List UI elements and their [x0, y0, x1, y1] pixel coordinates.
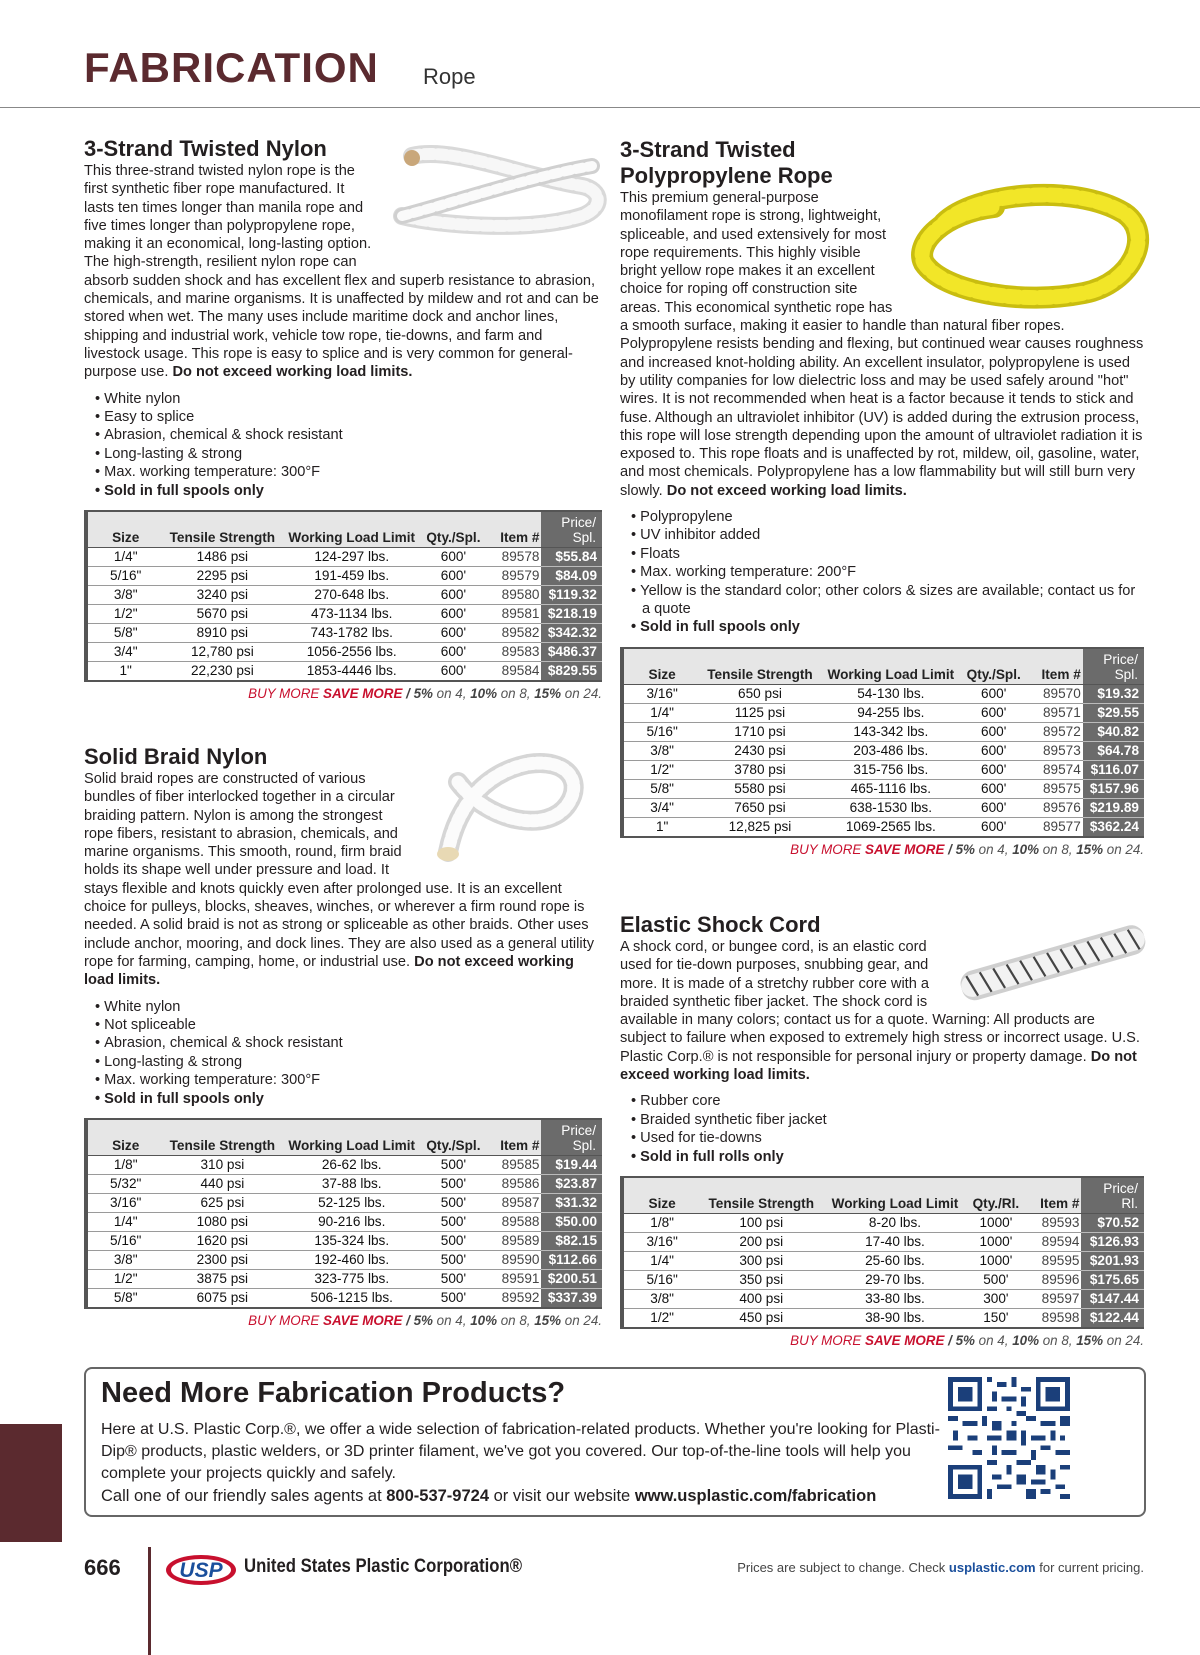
table-row [622, 1290, 1144, 1309]
product-description: A shock cord, or bungee cord, is an elastic cord used for tie-down purposes, snubbing gear, and more. It is made of a stretchy rubber core with a braided synthetic fiber jacket. The shock cord is available in many colors; contact us for a quote. Warning: All products are subject to failure when exposed to extremely high stress or incorrect usage. U.S. Plastic Corp.® is not responsible for personal injury or property damage. Do not exceed working load limits. [620, 939, 1140, 1084]
table-cell: 315-756 lbs. [820, 760, 962, 779]
price-cell: $157.96 [1083, 779, 1144, 798]
table-cell: 300 psi [700, 1252, 822, 1271]
table-row [622, 722, 1144, 741]
price-cell: $829.55 [541, 662, 602, 682]
column-header: Price/ Rl. [1081, 1177, 1144, 1214]
column-header: Tensile Strength [700, 648, 819, 685]
table-cell: 143-342 lbs. [820, 722, 962, 741]
table-cell: 600' [422, 624, 485, 643]
feature-item: • White nylon [84, 998, 602, 1016]
price-cell: $84.09 [541, 567, 602, 586]
svg-text:USP: USP [179, 1559, 223, 1582]
price-cell: $70.52 [1081, 1214, 1144, 1233]
table-cell: 500' [422, 1270, 485, 1289]
column-header: Working Load Limit [281, 511, 422, 548]
table-cell: 5580 psi [700, 779, 819, 798]
table-cell: 500' [422, 1194, 485, 1213]
polypropylene-section [620, 137, 1144, 857]
pricing-note: Prices are subject to change. Check usplastic.com for current pricing. [737, 1560, 1144, 1575]
table-cell: 270-648 lbs. [281, 586, 422, 605]
table-cell: 1/8" [86, 1156, 163, 1175]
table-row [86, 1213, 602, 1232]
feature-item: • Easy to splice [84, 408, 602, 426]
feature-item: • Sold in full spools only [84, 482, 602, 500]
buy-more-note: BUY MORE SAVE MORE / 5% on 4, 10% on 8, 15% on 24. [790, 1333, 1144, 1348]
price-cell: $200.51 [541, 1270, 602, 1289]
table-cell: 350 psi [700, 1271, 822, 1290]
table-cell: 743-1782 lbs. [281, 624, 422, 643]
table-cell: 12,825 psi [728, 818, 792, 834]
table-header-row [86, 1119, 602, 1156]
table-cell: 38-90 lbs. [865, 1310, 925, 1325]
table-cell: 600' [962, 779, 1025, 798]
table-cell: 1000' [968, 1252, 1024, 1271]
column-header: Price/ Spl. [541, 511, 602, 548]
table-cell: 450 psi [739, 1310, 784, 1325]
item-number-cell[interactable]: 89576 [1025, 798, 1082, 817]
item-number-cell[interactable]: 89580 [485, 586, 542, 605]
table-cell: 1000' [968, 1214, 1024, 1233]
phone-number[interactable]: 800-537-9724 [386, 1487, 490, 1505]
column-header: Working Load Limit [822, 1177, 967, 1214]
table-cell: 7650 psi [700, 798, 819, 817]
table-cell: 3/8" [622, 1290, 700, 1309]
table-cell: 100 psi [700, 1214, 822, 1233]
column-header: Item # [485, 511, 542, 548]
page-number: 666 [84, 1555, 121, 1580]
table-cell: 22,230 psi [191, 663, 254, 678]
feature-item: • Max. working temperature: 200°F [620, 563, 1144, 581]
table-cell: 150' [983, 1310, 1009, 1325]
table-row [86, 1232, 602, 1251]
table-row [622, 817, 1144, 837]
product-title: 3-Strand Twisted Nylon [84, 136, 327, 161]
table-cell: 5/16" [86, 567, 163, 586]
table-cell: 323-775 lbs. [281, 1270, 422, 1289]
website-link[interactable]: www.usplastic.com/fabrication [634, 1487, 877, 1505]
table-row [622, 1271, 1144, 1290]
table-cell: 1620 psi [163, 1232, 281, 1251]
usplastic-link[interactable]: usplastic.com [948, 1560, 1036, 1575]
table-cell: 2300 psi [163, 1251, 281, 1270]
item-number-cell[interactable]: 89586 [485, 1175, 542, 1194]
table-cell: 3/8" [622, 741, 700, 760]
table-row [622, 684, 1144, 703]
feature-item: • Abrasion, chemical & shock resistant [84, 426, 602, 444]
table-row [86, 624, 602, 643]
table-cell: 2295 psi [163, 567, 281, 586]
table-cell: 5670 psi [163, 605, 281, 624]
price-cell: $119.32 [541, 586, 602, 605]
price-cell: $122.44 [1081, 1309, 1144, 1329]
table-cell: 3780 psi [700, 760, 819, 779]
feature-list [84, 390, 602, 500]
item-number-cell[interactable]: 89598 [1041, 1310, 1080, 1325]
table-cell: 506-1215 lbs. [310, 1290, 393, 1305]
price-cell: $337.39 [541, 1289, 602, 1309]
column-header: Qty./Spl. [422, 1119, 485, 1156]
product-description: This premium general-purpose monofilament rope is strong, lightweight, spliceable, and used extensively for most rope requirements. This highly visible bright yellow rope makes it an excellent choice for roping off construction site areas. This economical synthetic rope has a smooth surface, making it easier to handle than natural fiber ropes. Polypropylene resists bending and flexing, but continued wear causes roughness and increased knot-holding ability. An excellent insulator, polypropylene is used by utility companies for low dielectric loss and may be used safely around "hot" wires. It is not recommended when heat is a factor because it tends to stick and fuse. Although an ultraviolet inhibitor (UV) is added during the extrusion process, this rope will lose strength depending upon the amount of ultraviolet radiation it is exposed to. This rope floats and is unaffected by rot, mildew, oil, gasoline, water, and most chemicals. Polypropylene has a low flammability but will still burn very slowly. Do not exceed working load limits. [620, 190, 1144, 499]
column-header: Size [86, 511, 163, 548]
column-header: Working Load Limit [281, 1119, 422, 1156]
feature-item: • Sold in full rolls only [620, 1148, 1144, 1166]
table-cell: 33-80 lbs. [822, 1290, 967, 1309]
column-header: Item # [1024, 1177, 1081, 1214]
buy-more-note: BUY MORE SAVE MORE / 5% on 4, 10% on 8, 15% on 24. [248, 686, 602, 701]
table-cell: 500' [968, 1271, 1024, 1290]
table-cell: 3/4" [622, 798, 700, 817]
price-table [620, 647, 1144, 838]
feature-item: • Sold in full spools only [84, 1090, 602, 1108]
table-cell: 600' [440, 663, 467, 678]
item-number-cell[interactable]: 89582 [485, 624, 542, 643]
feature-item: • Sold in full spools only [620, 618, 1144, 636]
table-cell: 465-1116 lbs. [820, 779, 962, 798]
price-cell: $19.44 [541, 1156, 602, 1175]
price-cell: $218.19 [541, 605, 602, 624]
table-row [622, 1309, 1144, 1329]
table-cell: 203-486 lbs. [820, 741, 962, 760]
price-cell: $201.93 [1081, 1252, 1144, 1271]
item-number-cell[interactable]: 89585 [485, 1156, 542, 1175]
table-row [86, 1194, 602, 1213]
table-row [86, 1270, 602, 1289]
price-cell: $219.89 [1083, 798, 1144, 817]
nylon-3strand-section [84, 136, 602, 701]
table-cell: 600' [962, 741, 1025, 760]
price-cell: $23.87 [541, 1175, 602, 1194]
column-header: Tensile Strength [700, 1177, 822, 1214]
footer-divider [148, 1547, 151, 1655]
table-row [86, 1251, 602, 1270]
promo-box [84, 1367, 1146, 1517]
table-cell: 1" [119, 663, 132, 678]
table-cell: 1/2" [650, 1310, 675, 1325]
shock-cord-section [620, 912, 1144, 1348]
table-cell: 3/4" [86, 643, 163, 662]
shock-cord-image [952, 918, 1152, 1008]
column-header: Size [622, 648, 700, 685]
table-header-row [86, 511, 602, 548]
table-cell: 600' [422, 567, 485, 586]
item-number-cell[interactable]: 89595 [1024, 1252, 1081, 1271]
column-header: Item # [485, 1119, 542, 1156]
price-table [84, 510, 602, 682]
table-cell: 29-70 lbs. [822, 1271, 967, 1290]
table-cell: 500' [422, 1156, 485, 1175]
white-twisted-rope-image [382, 136, 610, 254]
solid-braid-section [84, 744, 602, 1328]
section-subtitle: Rope [423, 64, 476, 89]
feature-item: • Rubber core [620, 1092, 1144, 1110]
table-cell: 625 psi [163, 1194, 281, 1213]
table-cell: 1056-2556 lbs. [281, 643, 422, 662]
feature-item: • Not spliceable [84, 1016, 602, 1034]
column-header: Tensile Strength [163, 511, 281, 548]
section-title: FABRICATION [84, 44, 379, 91]
table-cell: 191-459 lbs. [281, 567, 422, 586]
feature-item: • Long-lasting & strong [84, 1053, 602, 1071]
feature-item: • Yellow is the standard color; other colors & sizes are available; contact us for a quote [620, 582, 1144, 619]
table-cell: 1/8" [622, 1214, 700, 1233]
table-cell: 5/8" [113, 1290, 138, 1305]
table-cell: 1080 psi [163, 1213, 281, 1232]
price-cell: $147.44 [1081, 1290, 1144, 1309]
table-cell: 25-60 lbs. [822, 1252, 967, 1271]
table-cell: 5/16" [86, 1232, 163, 1251]
item-number-cell[interactable]: 89583 [485, 643, 542, 662]
white-braided-rope-image [418, 742, 594, 868]
table-cell: 600' [422, 605, 485, 624]
product-title: Elastic Shock Cord [620, 912, 821, 937]
table-row [622, 741, 1144, 760]
price-cell: $486.37 [541, 643, 602, 662]
item-number-cell[interactable]: 89587 [485, 1194, 542, 1213]
table-cell: 600' [422, 643, 485, 662]
table-cell: 1/4" [86, 548, 163, 567]
item-number-cell[interactable]: 89596 [1024, 1271, 1081, 1290]
table-cell: 3/16" [622, 1233, 700, 1252]
table-cell: 1/4" [622, 1252, 700, 1271]
item-number-cell[interactable]: 89572 [1025, 722, 1082, 741]
table-header-row [622, 648, 1144, 685]
table-cell: 17-40 lbs. [822, 1233, 967, 1252]
product-title: 3-Strand Twisted Polypropylene Rope [620, 137, 833, 188]
buy-more-note: BUY MORE SAVE MORE / 5% on 4, 10% on 8, 15% on 24. [248, 1313, 602, 1328]
table-cell: 1/2" [86, 1270, 163, 1289]
table-cell: 473-1134 lbs. [281, 605, 422, 624]
table-row [86, 1175, 602, 1194]
table-row [86, 1289, 602, 1309]
table-row [622, 1233, 1144, 1252]
table-cell: 638-1530 lbs. [820, 798, 962, 817]
item-number-cell[interactable]: 89581 [485, 605, 542, 624]
table-header-row [622, 1177, 1144, 1214]
price-cell: $29.55 [1083, 703, 1144, 722]
table-cell: 650 psi [700, 684, 819, 703]
item-number-cell[interactable]: 89579 [485, 567, 542, 586]
table-cell: 1/4" [86, 1213, 163, 1232]
usp-logo-icon [164, 1553, 238, 1587]
table-cell: 1710 psi [700, 722, 819, 741]
table-cell: 500' [440, 1290, 467, 1305]
item-number-cell[interactable]: 89584 [501, 663, 540, 678]
promo-contact: Call one of our friendly sales agents at 800-537-9724 or visit our website www.usplastic.com/fabrication [101, 1487, 877, 1505]
column-header: Tensile Strength [163, 1119, 281, 1156]
table-cell: 500' [422, 1232, 485, 1251]
table-cell: 54-130 lbs. [820, 684, 962, 703]
table-cell: 500' [422, 1251, 485, 1270]
table-cell: 600' [422, 586, 485, 605]
table-cell: 1486 psi [163, 548, 281, 567]
table-cell: 5/8" [622, 779, 700, 798]
price-cell: $126.93 [1081, 1233, 1144, 1252]
promo-text: Here at U.S. Plastic Corp.®, we offer a wide selection of fabrication-related products. Whether you're looking for Plasti-Dip® products, plastic welders, or 3D printer filament, we've got you covered. Our top-of-the-line tools will help you complete your projects quickly and safely. [101, 1421, 940, 1482]
price-cell: $175.65 [1081, 1271, 1144, 1290]
feature-list [620, 508, 1144, 637]
table-row [86, 643, 602, 662]
yellow-twisted-rope-image [904, 173, 1154, 315]
item-number-cell[interactable]: 89578 [485, 548, 542, 567]
table-cell: 37-88 lbs. [281, 1175, 422, 1194]
table-cell: 94-255 lbs. [820, 703, 962, 722]
table-cell: 1853-4446 lbs. [306, 663, 397, 678]
table-row [86, 567, 602, 586]
table-row [622, 1252, 1144, 1271]
column-header: Size [86, 1119, 163, 1156]
price-cell: $50.00 [541, 1213, 602, 1232]
table-row [86, 662, 602, 682]
table-cell: 192-460 lbs. [281, 1251, 422, 1270]
price-cell: $342.32 [541, 624, 602, 643]
table-cell: 6075 psi [196, 1290, 249, 1305]
column-header: Price/ Spl. [1083, 648, 1144, 685]
table-cell: 3240 psi [163, 586, 281, 605]
table-cell: 1000' [968, 1233, 1024, 1252]
item-number-cell[interactable]: 89570 [1025, 684, 1082, 703]
table-cell: 3/8" [86, 586, 163, 605]
table-cell: 8-20 lbs. [822, 1214, 967, 1233]
item-number-cell[interactable]: 89573 [1025, 741, 1082, 760]
table-cell: 5/16" [622, 1271, 700, 1290]
table-row [622, 703, 1144, 722]
table-cell: 1/2" [86, 605, 163, 624]
price-cell: $64.78 [1083, 741, 1144, 760]
item-number-cell[interactable]: 89597 [1024, 1290, 1081, 1309]
company-name: United States Plastic Corporation® [244, 1556, 523, 1577]
table-row [86, 605, 602, 624]
table-row [622, 1214, 1144, 1233]
promo-title: Need More Fabrication Products? [101, 1377, 566, 1409]
table-cell: 1/2" [622, 760, 700, 779]
table-row [86, 1156, 602, 1175]
qr-code-icon[interactable] [948, 1377, 1070, 1499]
table-cell: 400 psi [700, 1290, 822, 1309]
table-cell: 600' [962, 684, 1025, 703]
item-number-cell[interactable]: 89589 [485, 1232, 542, 1251]
table-cell: 1" [655, 818, 669, 834]
column-header: Price/ Spl. [541, 1119, 602, 1156]
feature-item: • Braided synthetic fiber jacket [620, 1111, 1144, 1129]
feature-list [620, 1092, 1144, 1166]
price-cell: $82.15 [541, 1232, 602, 1251]
table-cell: 90-216 lbs. [281, 1213, 422, 1232]
table-cell: 5/8" [86, 624, 163, 643]
column-header: Qty./Rl. [968, 1177, 1024, 1214]
column-header: Working Load Limit [820, 648, 962, 685]
product-description: This three-strand twisted nylon rope is the first synthetic fiber rope manufactured. It lasts ten times longer than manila rope and five times longer than polypropylene rope, making it an economical, long-lasting option. The high-strength, resilient nylon rope can absorb sudden shock and has excellent flex and superb resistance to abrasion, chemicals, and marine organisms. It is unaffected by mildew and rot and can be stored when wet. The many uses include maritime dock and anchor lines, shipping and industrial work, vehicle tow rope, tie-downs, and farm and livestock usage. This rope is easy to splice and is very common for general-purpose use. Do not exceed working load limits. [84, 163, 599, 381]
table-cell: 500' [422, 1175, 485, 1194]
item-number-cell[interactable]: 89591 [485, 1270, 542, 1289]
feature-item: • Abrasion, chemical & shock resistant [84, 1034, 602, 1052]
table-cell: 500' [422, 1213, 485, 1232]
table-row [622, 798, 1144, 817]
price-cell: $31.32 [541, 1194, 602, 1213]
table-cell: 1/4" [622, 703, 700, 722]
price-cell: $40.82 [1083, 722, 1144, 741]
price-cell: $55.84 [541, 548, 602, 567]
feature-item: • Max. working temperature: 300°F [84, 1071, 602, 1089]
table-cell: 600' [981, 818, 1007, 834]
table-row [622, 779, 1144, 798]
feature-list [84, 998, 602, 1108]
item-number-cell[interactable]: 89574 [1025, 760, 1082, 779]
price-cell: $112.66 [541, 1251, 602, 1270]
table-row [86, 586, 602, 605]
price-table [84, 1118, 602, 1309]
price-table [620, 1176, 1144, 1329]
price-cell: $116.07 [1083, 760, 1144, 779]
product-title: Solid Braid Nylon [84, 744, 268, 769]
feature-item: • White nylon [84, 390, 602, 408]
feature-item: • UV inhibitor added [620, 526, 1144, 544]
table-cell: 5/32" [86, 1175, 163, 1194]
table-row [622, 760, 1144, 779]
feature-item: • Used for tie-downs [620, 1129, 1144, 1147]
table-cell: 135-324 lbs. [281, 1232, 422, 1251]
table-cell: 300' [968, 1290, 1024, 1309]
column-header: Qty./Spl. [962, 648, 1025, 685]
column-header: Size [622, 1177, 700, 1214]
feature-item: • Long-lasting & strong [84, 445, 602, 463]
item-number-cell[interactable]: 89577 [1042, 818, 1081, 834]
item-number-cell[interactable]: 89575 [1025, 779, 1082, 798]
item-number-cell[interactable]: 89593 [1024, 1214, 1081, 1233]
table-cell: 3875 psi [163, 1270, 281, 1289]
item-number-cell[interactable]: 89588 [485, 1213, 542, 1232]
table-cell: 5/16" [622, 722, 700, 741]
item-number-cell[interactable]: 89571 [1025, 703, 1082, 722]
table-cell: 12,780 psi [163, 643, 281, 662]
table-row [86, 548, 602, 567]
table-cell: 2430 psi [700, 741, 819, 760]
table-cell: 8910 psi [163, 624, 281, 643]
table-cell: 310 psi [163, 1156, 281, 1175]
buy-more-note: BUY MORE SAVE MORE / 5% on 4, 10% on 8, 15% on 24. [790, 841, 1144, 857]
table-cell: 3/16" [622, 684, 700, 703]
table-cell: 1069-2565 lbs. [845, 818, 936, 834]
price-cell: $362.24 [1083, 817, 1144, 837]
table-cell: 600' [962, 703, 1025, 722]
column-header: Item # [1025, 648, 1082, 685]
page-header [0, 0, 1200, 108]
table-cell: 440 psi [163, 1175, 281, 1194]
item-number-cell[interactable]: 89594 [1024, 1233, 1081, 1252]
item-number-cell[interactable]: 89590 [485, 1251, 542, 1270]
table-cell: 600' [962, 760, 1025, 779]
table-cell: 600' [422, 548, 485, 567]
section-side-tab [0, 1424, 62, 1542]
item-number-cell[interactable]: 89592 [501, 1290, 540, 1305]
feature-item: • Max. working temperature: 300°F [84, 463, 602, 481]
table-cell: 3/8" [86, 1251, 163, 1270]
table-cell: 3/16" [86, 1194, 163, 1213]
table-cell: 200 psi [700, 1233, 822, 1252]
price-cell: $19.32 [1083, 684, 1144, 703]
table-cell: 600' [962, 798, 1025, 817]
table-cell: 52-125 lbs. [281, 1194, 422, 1213]
table-cell: 124-297 lbs. [281, 548, 422, 567]
table-cell: 600' [962, 722, 1025, 741]
column-header: Qty./Spl. [422, 511, 485, 548]
product-description: Solid braid ropes are constructed of various bundles of fiber interlocked together in a circular braiding pattern. Nylon is among the strongest rope fibers, resistant to abrasion, chemicals, and marine organisms. This smooth, round, firm braid holds its shape well under pressure and load. It stays flexible and knots quickly even after prolonged use. It is an excellent choice for pulleys, blocks, sheaves, winches, or wherever a firm round rope is needed. A solid braid is not as strong or spliceable as other braids. Other uses include anchor, mooring, and dock lines. They are also used as a general utility rope for farming, camping, home, or industrial use. Do not exceed working load limits. [84, 771, 595, 989]
feature-item: • Floats [620, 545, 1144, 563]
table-cell: 1125 psi [700, 703, 819, 722]
feature-item: • Polypropylene [620, 508, 1144, 526]
table-cell: 26-62 lbs. [281, 1156, 422, 1175]
